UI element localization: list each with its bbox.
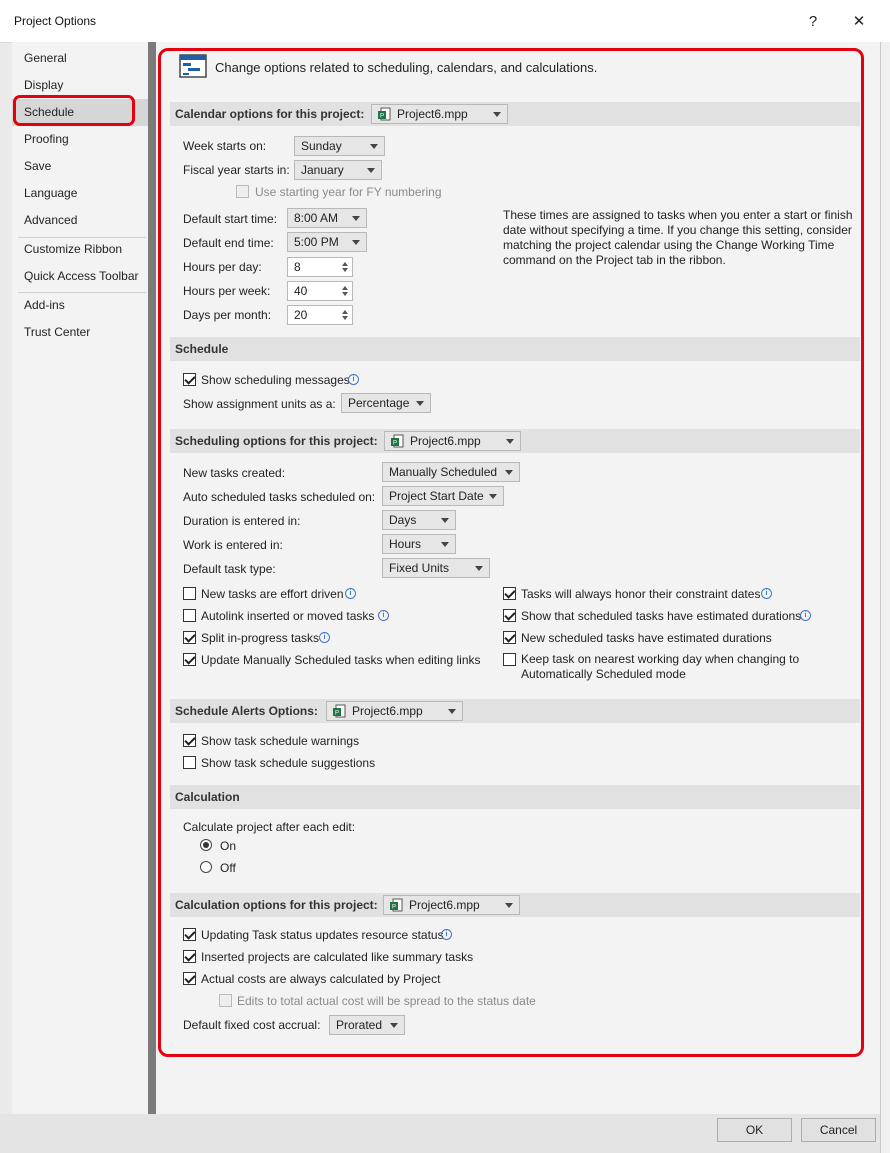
spin-up-icon[interactable] [342,310,348,314]
info-icon[interactable]: i [378,610,389,621]
chevron-down-icon [506,439,514,444]
work-entered-label: Work is entered in: [183,538,283,552]
hours-per-day-label: Hours per day: [183,260,262,274]
section-title: Schedule [175,342,229,356]
options-nav [12,42,148,1114]
start-time-label: Default start time: [183,212,278,226]
edits-spread-label: Edits to total actual cost will be spread to the status date [237,994,536,1008]
calendar-project-dropdown[interactable] [371,104,508,124]
title-bar [0,0,890,43]
autolink-label: Autolink inserted or moved tasks [201,609,375,623]
scheduling-project-dropdown[interactable] [384,431,521,451]
calc-on-label: On [220,839,237,853]
new-tasks-dropdown[interactable] [382,462,520,482]
assignment-units-dropdown[interactable] [341,393,431,413]
chevron-down-icon [505,903,513,908]
dropdown-value: Project6.mpp [352,704,423,718]
show-estimated-label: Show that scheduled tasks have estimated durations [521,609,802,623]
alerts-project-dropdown[interactable] [326,701,463,721]
dropdown-value: Manually Scheduled [389,465,498,479]
nav-item-customize-ribbon[interactable]: Customize Ribbon [24,242,123,256]
info-icon[interactable]: i [345,588,356,599]
effort-driven-label: New tasks are effort driven [201,587,344,601]
nav-item-trust-center[interactable]: Trust Center [24,325,91,339]
spinner-value: 40 [294,284,308,298]
dropdown-value: Days [389,513,417,527]
dropdown-value: 5:00 PM [294,235,339,249]
fixed-cost-label: Default fixed cost accrual: [183,1018,321,1032]
spin-down-icon[interactable] [342,292,348,296]
nav-divider-bar [148,42,156,1114]
keep-task-checkbox[interactable] [503,653,516,666]
info-icon[interactable]: i [348,374,359,385]
excel-project-file-icon [389,898,403,912]
dropdown-value: Sunday [301,139,342,153]
duration-entered-label: Duration is entered in: [183,514,301,528]
start-time-dropdown[interactable] [287,208,367,228]
nav-item-language[interactable]: Language [24,186,78,200]
background-window-edge [880,42,890,1153]
svg-text:P: P [334,710,340,717]
ok-button[interactable]: OK [717,1118,792,1142]
dropdown-value: Project6.mpp [409,898,480,912]
info-icon[interactable]: i [319,632,330,643]
nav-item-advanced[interactable]: Advanced [24,213,78,227]
section-header-calculation [170,785,860,809]
spin-down-icon[interactable] [342,268,348,272]
section-header-schedule [170,337,860,361]
chevron-down-icon [367,168,375,173]
svg-text:P: P [392,440,398,447]
auto-scheduled-dropdown[interactable] [382,486,504,506]
chevron-down-icon [493,112,501,117]
section-title: Calculation [175,790,240,804]
chevron-down-icon [441,518,449,523]
show-scheduling-messages-label: Show scheduling messages [201,373,350,387]
update-manual-checkbox[interactable] [183,653,196,666]
auto-scheduled-label: Auto scheduled tasks scheduled on: [183,490,376,504]
split-in-progress-checkbox[interactable] [183,631,196,644]
updating-status-checkbox[interactable] [183,928,196,941]
keep-task-label: Keep task on nearest working day when changing to Automatically Scheduled mode [521,652,800,681]
fixed-cost-dropdown[interactable] [329,1015,405,1035]
show-suggestions-checkbox[interactable] [183,756,196,769]
section-header-schedule-alerts [170,699,860,723]
honor-constraint-label: Tasks will always honor their constraint dates [521,587,761,601]
task-type-label: Default task type: [183,562,276,576]
chevron-down-icon [505,470,513,475]
split-in-progress-label: Split in-progress tasks [201,631,320,645]
new-tasks-label: New tasks created: [183,466,286,480]
nav-item-quick-access-toolbar[interactable]: Quick Access Toolbar [24,269,139,283]
calculation-project-dropdown[interactable] [383,895,520,915]
excel-project-file-icon [377,107,391,121]
chevron-down-icon [352,216,360,221]
hours-per-day-spinner[interactable] [287,257,353,277]
calc-on-radio[interactable] [200,839,212,851]
spinner-value: 20 [294,308,308,322]
section-title: Calendar options for this project: [175,107,365,121]
fy-numbering-label: Use starting year for FY numbering [255,185,442,199]
actual-costs-label: Actual costs are always calculated by Project [201,972,441,986]
nav-item-display[interactable]: Display [24,78,64,92]
dropdown-value: Prorated [336,1018,383,1032]
inserted-projects-label: Inserted projects are calculated like summary tasks [201,950,474,964]
dropdown-value: January [301,163,344,177]
updating-status-label: Updating Task status updates resource status [201,928,444,942]
show-warnings-checkbox[interactable] [183,734,196,747]
spinner-value: 8 [294,260,301,274]
fiscal-year-dropdown[interactable] [294,160,382,180]
task-type-dropdown[interactable] [382,558,490,578]
svg-text:P: P [379,113,385,120]
autolink-checkbox[interactable] [183,609,196,622]
section-header-calendar [170,102,860,126]
week-starts-label: Week starts on: [183,139,267,153]
calc-off-radio[interactable] [200,861,212,873]
inserted-projects-checkbox[interactable] [183,950,196,963]
chevron-down-icon [370,144,378,149]
new-estimated-label: New scheduled tasks have estimated durations [521,631,772,645]
help-button[interactable]: ? [808,12,818,30]
dropdown-value: 8:00 AM [294,211,339,225]
schedule-highlight-annotation [13,95,135,126]
chevron-down-icon [352,240,360,245]
dropdown-value: Project6.mpp [410,434,481,448]
chevron-down-icon [416,401,424,406]
window-title: Project Options [14,14,97,28]
fy-numbering-checkbox[interactable] [236,185,249,198]
info-icon[interactable]: i [761,588,772,599]
close-button[interactable]: ✕ [852,13,866,30]
section-title: Scheduling options for this project: [175,434,378,448]
edits-spread-checkbox[interactable] [219,994,232,1007]
dropdown-value: Hours [389,537,422,551]
assignment-units-label: Show assignment units as a: [183,397,336,411]
nav-item-general[interactable]: General [24,51,67,65]
calendar-description: These times are assigned to tasks when you enter a start or finish date without specifying a time. If you change this setting, consider matching the project calendar using the Change Working Time command on the Project tab in the ribbon. [503,208,853,267]
section-title: Calculation options for this project: [175,898,378,912]
spin-down-icon[interactable] [342,316,348,320]
calc-after-edit-label: Calculate project after each edit: [183,820,356,834]
dropdown-value: Project6.mpp [397,107,468,121]
intro-text: Change options related to scheduling, calendars, and calculations. [215,60,598,75]
work-entered-dropdown[interactable] [382,534,456,554]
spin-up-icon[interactable] [342,262,348,266]
nav-item-proofing[interactable]: Proofing [24,132,69,146]
days-per-month-label: Days per month: [183,308,272,322]
nav-item-add-ins[interactable]: Add-ins [24,298,65,312]
duration-entered-dropdown[interactable] [382,510,456,530]
show-suggestions-label: Show task schedule suggestions [201,756,376,770]
dropdown-value: Project Start Date [389,489,484,503]
schedule-options-icon [179,54,207,78]
excel-project-file-icon [390,434,404,448]
new-estimated-checkbox[interactable] [503,631,516,644]
hours-per-week-label: Hours per week: [183,284,271,298]
show-estimated-checkbox[interactable] [503,609,516,622]
nav-item-schedule[interactable]: Schedule [12,99,148,126]
week-starts-dropdown[interactable] [294,136,385,156]
chevron-down-icon [489,494,497,499]
days-per-month-spinner[interactable] [287,305,353,325]
chevron-down-icon [390,1023,398,1028]
effort-driven-checkbox[interactable] [183,587,196,600]
excel-project-file-icon [332,704,346,718]
chevron-down-icon [448,709,456,714]
dropdown-value: Percentage [348,396,410,410]
calc-off-label: Off [220,861,236,875]
spin-up-icon[interactable] [342,286,348,290]
hours-per-week-spinner[interactable] [287,281,353,301]
nav-item-save[interactable]: Save [24,159,52,173]
actual-costs-checkbox[interactable] [183,972,196,985]
cancel-button[interactable]: Cancel [801,1118,876,1142]
show-warnings-label: Show task schedule warnings [201,734,360,748]
end-time-label: Default end time: [183,236,274,250]
fiscal-year-label: Fiscal year starts in: [183,163,290,177]
honor-constraint-checkbox[interactable] [503,587,516,600]
dropdown-value: Fixed Units [389,561,450,575]
section-title: Schedule Alerts Options: [175,704,318,718]
end-time-dropdown[interactable] [287,232,367,252]
svg-text:P: P [391,904,397,911]
chevron-down-icon [441,542,449,547]
show-scheduling-messages-checkbox[interactable] [183,373,196,386]
chevron-down-icon [475,566,483,571]
info-icon[interactable]: i [441,929,452,940]
update-manual-label: Update Manually Scheduled tasks when editing links [201,653,481,667]
info-icon[interactable]: i [800,610,811,621]
